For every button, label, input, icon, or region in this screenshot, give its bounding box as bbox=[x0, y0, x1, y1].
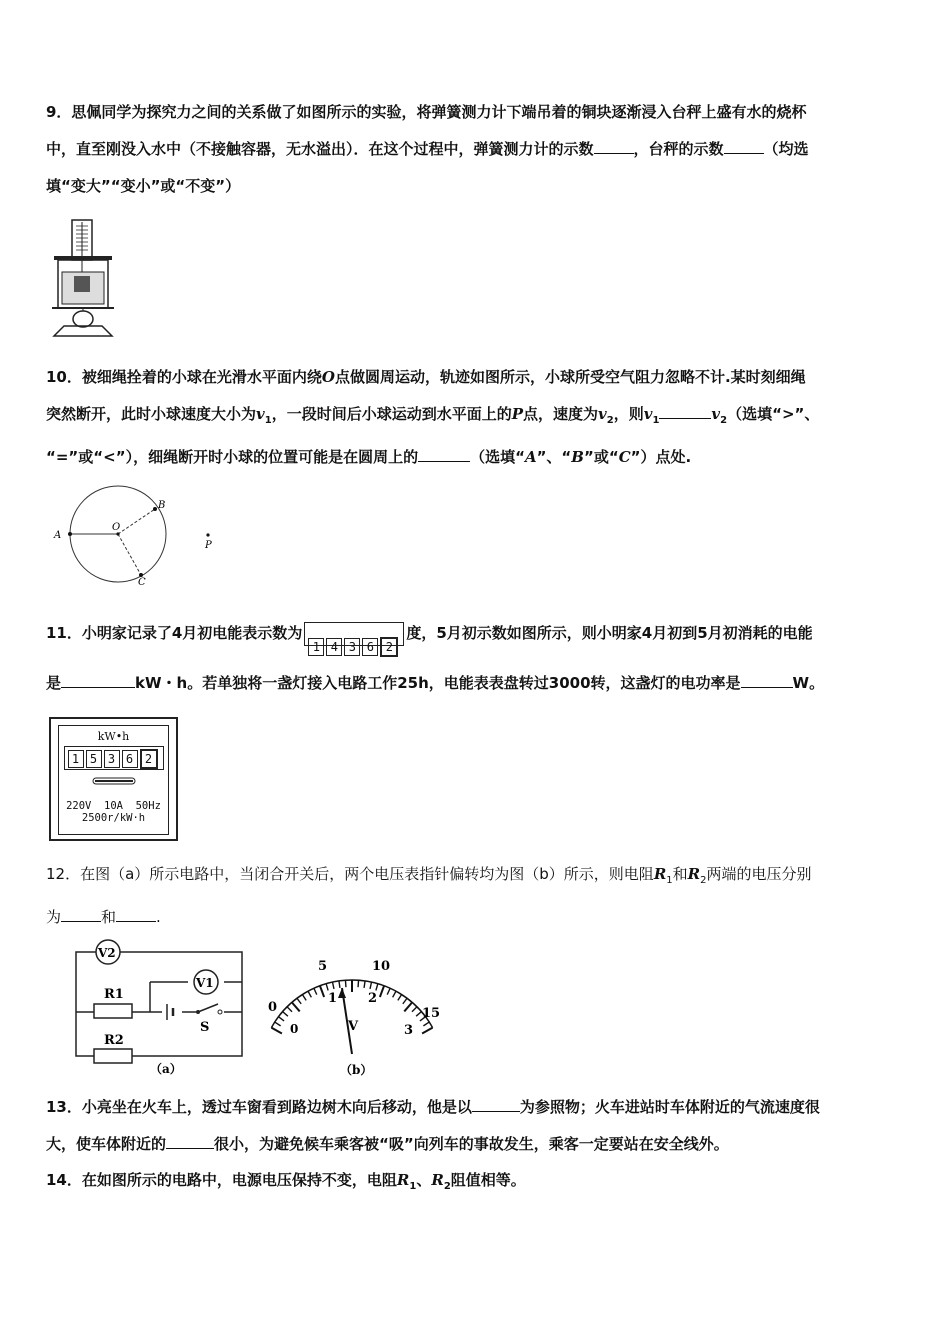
bottom-3: 3 bbox=[404, 1023, 414, 1038]
v2-label: V2 bbox=[98, 946, 116, 960]
q11-figure-energy-meter bbox=[49, 717, 178, 841]
q9-figure-spring-scale bbox=[44, 218, 124, 344]
q13-blank-1[interactable] bbox=[472, 1095, 520, 1112]
dial-tick bbox=[403, 998, 407, 1004]
dial-tick bbox=[404, 1002, 412, 1011]
dial-tick bbox=[416, 1012, 421, 1017]
q9-line3: 填“变大”“变小”或“不变”） bbox=[46, 177, 241, 195]
question-13 bbox=[46, 1089, 916, 1163]
dial-tick bbox=[320, 986, 324, 997]
meter-unit: kW•h bbox=[97, 730, 130, 743]
question-10 bbox=[46, 359, 916, 476]
top-0: 0 bbox=[268, 1000, 278, 1015]
dial-tick bbox=[380, 986, 384, 997]
dial-tick bbox=[423, 1022, 429, 1026]
q9-blank-1[interactable] bbox=[594, 137, 634, 154]
dial-tick bbox=[271, 1028, 282, 1034]
may-meter-reading: 1 5 3 6 2 bbox=[64, 746, 164, 770]
top-5: 5 bbox=[318, 959, 328, 974]
q13-line1: 13．小亮坐在火车上，透过车窗看到路边树木向后移动，他是以 为参照物；火车进站时车体附近的气流速度很 bbox=[46, 1089, 916, 1126]
q10-line1: 10．被细绳拴着的小球在光滑水平面内绕O点做圆周运动，轨迹如图所示，小球所受空气阻力忽略不计.某时刻细绳 bbox=[46, 368, 806, 386]
q13-blank-2[interactable] bbox=[166, 1132, 214, 1149]
q12-figure-b-voltmeter-dial bbox=[262, 954, 452, 1078]
q9-line1: 9．思佩同学为探究力之间的关系做了如图所示的实验，将弹簧测力计下端吊着的铜块逐渐浸入台秤上盛有水的烧杯 bbox=[46, 103, 807, 121]
dial-tick bbox=[376, 984, 378, 991]
dial-tick bbox=[283, 1012, 288, 1017]
r2-label: R2 bbox=[104, 1033, 124, 1048]
dial-tick bbox=[339, 981, 340, 988]
q10-line2: 突然断开，此时小球速度大小为$v_1$，一段时间后小球运动到水平面上的P点，速度为$v_2$，则$v_1$ $v_2$（选填“>”、 bbox=[46, 396, 916, 439]
q10-figure-circle bbox=[48, 484, 228, 588]
meter-disc-window bbox=[69, 774, 159, 788]
april-meter-reading: 1 4 3 6 2 bbox=[304, 622, 404, 646]
dial-tick bbox=[278, 1017, 284, 1021]
unit-v: V bbox=[348, 1019, 359, 1034]
top-10: 10 bbox=[372, 959, 391, 974]
q12-line1: 12．在图（a）所示电路中，当闭合开关后，两个电压表指针偏转均为图（b）所示，则电阻$R_1$和$R_2$两端的电压分别 bbox=[46, 865, 812, 886]
r1-label: R1 bbox=[104, 987, 124, 1002]
meter-spec-1: 220V 10A 50Hz bbox=[66, 800, 161, 812]
dial-tick bbox=[275, 1022, 281, 1026]
label-B: B bbox=[158, 500, 166, 511]
q10-line3: “=”或“<”），细绳断开时小球的位置可能是在圆周上的 （选填“A”、“B”或“C”）点处. bbox=[46, 439, 916, 476]
q14-line1: 14．在如图所示的电路中，电源电压保持不变，电阻$R_1$、$R_2$阻值相等。 bbox=[46, 1171, 526, 1192]
q11-blank-2[interactable] bbox=[741, 671, 793, 688]
dial-tick bbox=[292, 1002, 300, 1011]
dial-tick bbox=[287, 1007, 292, 1012]
q9-line2: 中，直至刚没入水中（不接触容器，无水溢出）．在这个过程中，弹簧测力计的示数 ，台秤的示数 （均选 bbox=[46, 131, 916, 168]
q10-blank-1[interactable] bbox=[659, 402, 711, 419]
label-O: O bbox=[112, 522, 121, 533]
q11-line2: 是 kW・h。若单独将一盏灯接入电路工作25h，电能表表盘转过3000转，这盏灯的电功率是 W。 bbox=[46, 662, 916, 704]
dial-tick bbox=[314, 988, 317, 994]
dial-tick bbox=[412, 1007, 417, 1012]
s-label: S bbox=[200, 1020, 210, 1035]
bottom-2: 2 bbox=[368, 991, 378, 1006]
dial-tick bbox=[364, 981, 365, 988]
label-A: A bbox=[54, 530, 62, 541]
label-C: C bbox=[138, 577, 146, 588]
q10-blank-2[interactable] bbox=[418, 445, 470, 462]
caption-b: （b） bbox=[340, 1063, 373, 1077]
bottom-0: 0 bbox=[290, 1022, 299, 1036]
q12-figure-a-circuit bbox=[70, 938, 250, 1078]
q12-blank-1[interactable] bbox=[61, 905, 101, 922]
dial-tick bbox=[326, 984, 328, 991]
q11-line1: 11．小明家记录了4月初电能表示数为1 4 3 6 2度，5月初示数如图所示，则小明家4月初到5月初消耗的电能 bbox=[46, 612, 916, 654]
question-11 bbox=[46, 612, 916, 704]
question-9 bbox=[46, 94, 916, 205]
caption-a: （a） bbox=[150, 1062, 182, 1076]
dial-tick bbox=[297, 998, 301, 1004]
dial-tick bbox=[398, 995, 402, 1001]
q11-blank-1[interactable] bbox=[61, 671, 135, 688]
q13-line2: 大，使车体附近的 很小，为避免候车乘客被“吸”向列车的事故发生，乘客一定要站在安全线外。 bbox=[46, 1126, 916, 1163]
question-14 bbox=[46, 1162, 916, 1205]
bottom-1: 1 bbox=[328, 991, 338, 1006]
dial-tick bbox=[422, 1028, 433, 1034]
label-P: P bbox=[205, 540, 212, 551]
top-15: 15 bbox=[422, 1006, 441, 1021]
q12-line2: 为 和 . bbox=[46, 899, 916, 936]
dial-tick bbox=[393, 991, 396, 997]
meter-spec-2: 2500r/kW·h bbox=[81, 812, 146, 824]
q9-blank-2[interactable] bbox=[724, 137, 764, 154]
question-12 bbox=[46, 856, 916, 936]
dial-tick bbox=[370, 982, 371, 989]
dial-tick bbox=[387, 988, 390, 994]
dial-tick bbox=[332, 982, 333, 989]
v1-label: V1 bbox=[196, 976, 214, 990]
dial-tick bbox=[302, 995, 306, 1001]
q12-blank-2[interactable] bbox=[116, 905, 156, 922]
dial-tick bbox=[308, 991, 311, 997]
